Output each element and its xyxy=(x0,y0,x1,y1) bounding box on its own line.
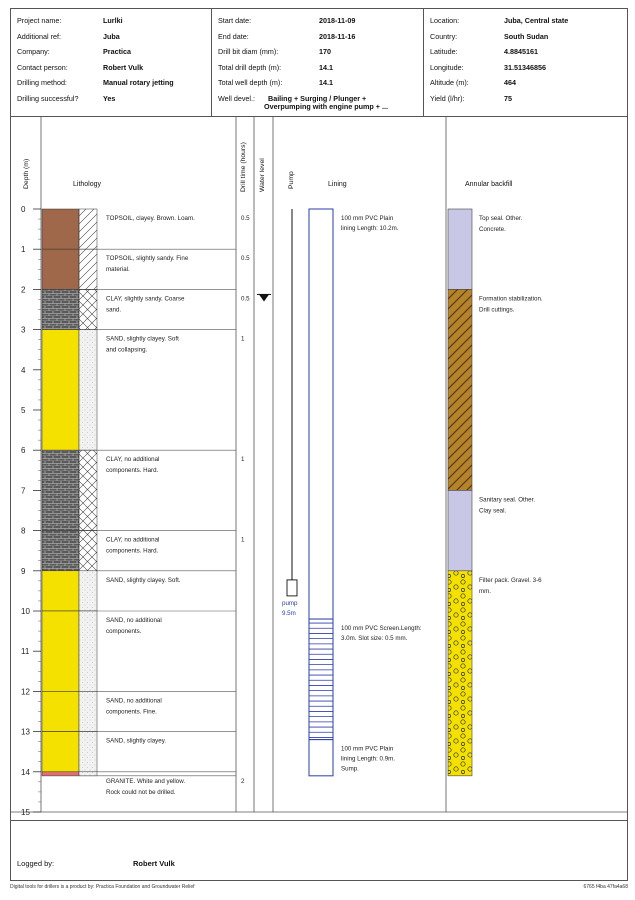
header-value: 14.1 xyxy=(319,78,333,88)
header-label: Yield (l/hr): xyxy=(430,94,465,103)
lining-description: 100 mm PVC Screen.Length: xyxy=(341,625,422,633)
lining-plain xyxy=(309,209,333,619)
depth-tick-label: 7 xyxy=(21,486,26,496)
header-label: Additional ref: xyxy=(17,31,61,41)
lining-column-header: Lining xyxy=(328,181,347,188)
header-info xyxy=(11,9,627,117)
pump-label: pump xyxy=(282,599,298,607)
header-label: Project name: xyxy=(17,16,62,25)
lining-description: 100 mm PVC Plain xyxy=(341,215,394,222)
annular-fill-cuttings xyxy=(448,289,472,490)
lithology-description: CLAY, slightly sandy. Coarse xyxy=(106,295,185,303)
header-value: Overpumping with engine pump + ... xyxy=(264,102,388,111)
lithology-fill-granite xyxy=(42,772,79,776)
lining-description: lining Length: 10.2m. xyxy=(341,225,399,232)
lithology-texture xyxy=(79,450,97,530)
depth-tick-label: 6 xyxy=(21,446,26,456)
header-label: Total well depth (m): xyxy=(218,78,283,88)
lithology-description: components. Hard. xyxy=(106,467,159,475)
pump-label: 9.5m xyxy=(282,609,296,617)
header-label: Total drill depth (m): xyxy=(218,62,282,72)
lithology-description: and collapsing. xyxy=(106,346,148,354)
header-value: Robert Vulk xyxy=(103,62,144,72)
depth-tick-label: 9 xyxy=(21,566,26,576)
depth-tick-label: 3 xyxy=(21,325,26,335)
lithology-texture xyxy=(79,691,97,731)
lithology-description: TOPSOIL, clayey. Brown. Loam. xyxy=(106,215,195,222)
project-info-column xyxy=(11,9,211,116)
annular-backfill-column-header: Annular backfill xyxy=(465,181,513,188)
drill-time-value: 1 xyxy=(241,335,245,343)
drill-time-value: 1 xyxy=(241,536,245,544)
depth-tick-label: 10 xyxy=(21,607,30,616)
header-value: 170 xyxy=(319,47,331,57)
footer-id: 6765 f4ba 47fa4a68 xyxy=(583,884,628,890)
lithology-description: SAND, slightly clayey. xyxy=(106,737,167,745)
lithology-description: CLAY, no additional xyxy=(106,456,160,464)
depth-tick-label: 11 xyxy=(21,647,30,657)
page-footer xyxy=(10,884,628,890)
lining-description: lining Length: 0.9m. xyxy=(341,755,396,763)
pump-icon xyxy=(287,580,297,596)
annular-description: Concrete. xyxy=(479,226,506,233)
lithology-fill-topsoil xyxy=(42,249,79,289)
lining-description: 3.0m. Slot size: 0.5 mm. xyxy=(341,635,408,643)
drill-time-value: 2 xyxy=(241,777,245,785)
header-value: Yes xyxy=(103,94,116,103)
header-value: 31.51346856 xyxy=(504,62,546,72)
header-value: Manual rotary jetting xyxy=(103,78,174,88)
annular-description: Clay seal. xyxy=(479,507,507,515)
lithology-texture xyxy=(79,611,97,691)
footer-credit: Digital tools for drillers is a product by: Practica Foundation and Groundwater Relief xyxy=(10,884,195,890)
annular-fill-seal xyxy=(448,209,472,289)
lithology-description: material. xyxy=(106,266,130,274)
water-level-icon xyxy=(259,294,269,301)
lithology-description: SAND, slightly clayey. Soft xyxy=(106,335,179,343)
lining-description: 100 mm PVC Plain xyxy=(341,745,394,753)
lithology-fill-clay xyxy=(42,289,79,329)
drilling-info-column xyxy=(212,9,423,116)
lithology-fill-sand xyxy=(42,732,79,772)
header-value: 2018-11-09 xyxy=(319,16,356,25)
lithology-fill-clay xyxy=(42,450,79,530)
annular-description: Drill cuttings. xyxy=(479,306,515,314)
drill-time-value: 0.5 xyxy=(241,295,250,303)
header-label: Start date: xyxy=(218,16,252,25)
depth-tick-label: 2 xyxy=(21,285,26,295)
header-label: Country: xyxy=(430,31,458,41)
header-label: Well devel.: xyxy=(218,94,256,103)
header-value: 464 xyxy=(504,78,516,88)
lithology-texture xyxy=(79,531,97,571)
annular-description: Top seal. Other. xyxy=(479,215,523,222)
lithology-fill-sand xyxy=(42,330,79,451)
header-value: 4.8845161 xyxy=(504,47,538,57)
borehole-log-sheet xyxy=(10,8,628,881)
header-label: Drilling successful? xyxy=(17,94,79,103)
header-label: Latitude: xyxy=(430,47,458,57)
lithology-description: GRANITE. White and yellow. xyxy=(106,777,186,785)
logged-by-label: Logged by: xyxy=(17,859,55,868)
depth-tick-label: 1 xyxy=(21,245,26,255)
depth-tick-label: 13 xyxy=(21,727,30,737)
lithology-texture xyxy=(79,330,97,451)
header-label: End date: xyxy=(218,31,249,41)
lithology-description: components. Fine. xyxy=(106,708,157,716)
depth-tick-label: 14 xyxy=(21,767,30,777)
header-label: Longitude: xyxy=(430,62,464,72)
header-value: Juba, Central state xyxy=(504,16,569,25)
lithology-fill-sand xyxy=(42,611,79,691)
header-value: 14.1 xyxy=(319,62,333,72)
logged-by-divider xyxy=(11,820,627,821)
lithology-fill-sand xyxy=(42,571,79,611)
drill-time-value: 0.5 xyxy=(241,215,250,222)
header-label: Company: xyxy=(17,47,50,57)
header-label: Drilling method: xyxy=(17,78,67,88)
lithology-texture xyxy=(79,289,97,329)
lithology-texture xyxy=(79,732,97,772)
depth-column-header: Depth (m) xyxy=(23,158,30,189)
depth-tick-label: 4 xyxy=(21,365,26,375)
logged-by-value: Robert Vulk xyxy=(133,859,175,868)
lithology-texture xyxy=(79,571,97,611)
depth-tick-label: 12 xyxy=(21,687,30,697)
header-value: Practica xyxy=(103,47,131,57)
lithology-description: SAND, no additional xyxy=(106,697,162,705)
pump-column-header: Pump xyxy=(288,171,295,189)
lining-plain xyxy=(309,740,333,776)
annular-description: Formation stabilization. xyxy=(479,295,543,303)
lithology-description: sand. xyxy=(106,306,122,314)
lining-description: Sump. xyxy=(341,765,359,773)
header-label: Altitude (m): xyxy=(430,78,469,88)
header-value: 2018-11-16 xyxy=(319,31,356,41)
depth-tick-label: 8 xyxy=(21,526,26,536)
lithology-fill-sand xyxy=(42,691,79,731)
lithology-description: CLAY, no additional xyxy=(106,536,160,544)
drill-time-value: 0.5 xyxy=(241,255,250,263)
lithology-description: Rock could not be drilled. xyxy=(106,788,176,796)
lithology-fill-clay xyxy=(42,531,79,571)
lithology-fill-topsoil xyxy=(42,209,79,249)
annular-description: Sanitary seal. Other. xyxy=(479,496,536,504)
header-label: Drill bit diam (mm): xyxy=(218,47,279,57)
lithology-description: TOPSOIL, slightly sandy. Fine xyxy=(106,255,189,263)
depth-tick-label: 0 xyxy=(21,205,26,214)
location-info-column xyxy=(424,9,627,116)
lithology-column-header: Lithology xyxy=(73,181,102,188)
annular-description: Filter pack. Gravel. 3-6 xyxy=(479,576,542,584)
header-label: Location: xyxy=(430,16,460,25)
annular-fill-gravel xyxy=(448,571,472,776)
borehole-log-diagram xyxy=(11,116,627,826)
header-value: South Sudan xyxy=(504,31,549,41)
lithology-texture xyxy=(79,209,97,249)
water-level-column-header: Water level xyxy=(259,158,266,192)
lithology-texture xyxy=(79,249,97,289)
header-value: Juba xyxy=(103,31,120,41)
annular-description: mm. xyxy=(479,587,492,595)
drill-time-value: 1 xyxy=(241,456,245,464)
drill-time-column-header: Drill time (hours) xyxy=(240,142,247,192)
lithology-texture xyxy=(79,772,97,776)
header-value: Lurlki xyxy=(103,16,123,25)
header-value: Bailing + Surging / Plunger + xyxy=(268,94,367,103)
depth-tick-label: 5 xyxy=(21,406,26,415)
depth-tick-label: 15 xyxy=(21,808,30,817)
lithology-description: components. xyxy=(106,628,142,635)
lithology-description: components. Hard. xyxy=(106,547,159,555)
header-label: Contact person: xyxy=(17,62,68,72)
annular-fill-seal xyxy=(448,490,472,570)
lithology-description: SAND, slightly clayey. Soft. xyxy=(106,576,181,584)
header-value: 75 xyxy=(504,94,512,103)
lithology-description: SAND, no additional xyxy=(106,617,162,624)
